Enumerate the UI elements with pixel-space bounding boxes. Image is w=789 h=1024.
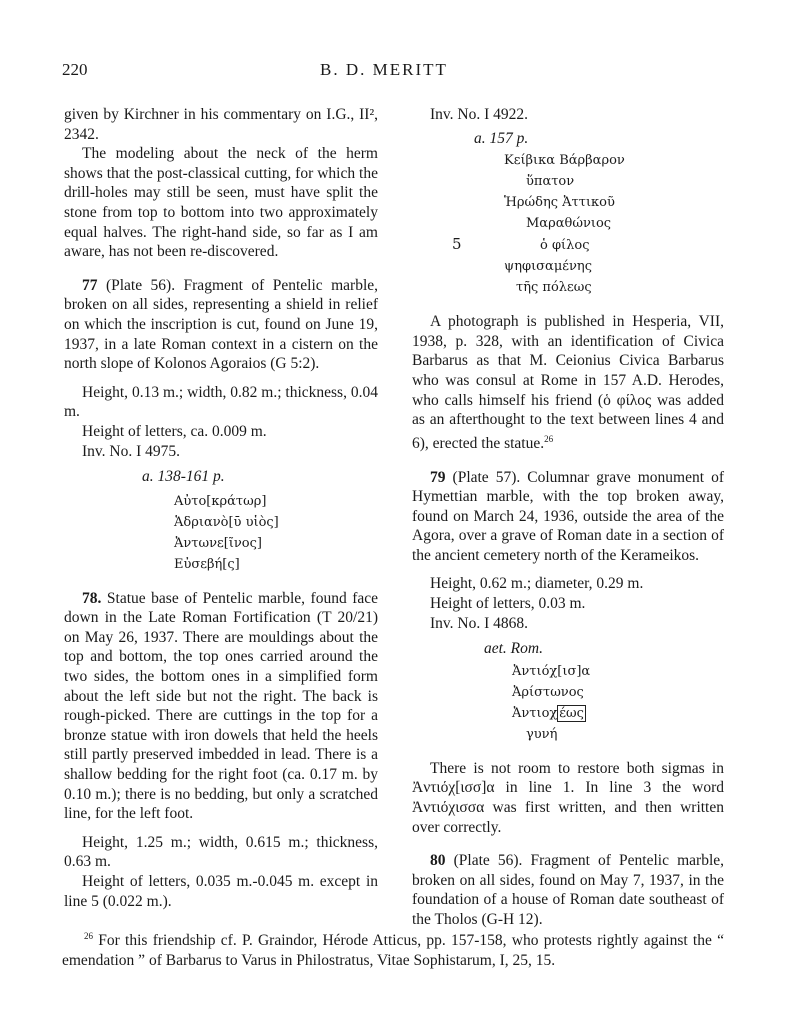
entry-77-dimensions: Height, 0.13 m.; width, 0.82 m.; thickness, 0.04 m. <box>64 383 378 421</box>
entry-78-photograph-note: A photograph is published in Hesperia, VII, 1938, p. 328, with an identification of Civica Barbarus as that M. Ceionius Civica Barbarus who was consul at Rome in 157 A.D. Herodes, who calls himself his friend (ὁ φίλος was added as an afterthought to the text between lines 4 and 6), erected the statue.$^{26}$ <box>412 313 724 452</box>
inscription-line: ὕπατον <box>526 174 575 190</box>
inscription-line: γυνή <box>526 726 558 742</box>
inscription-line: Ἀρίστωνος <box>512 684 584 700</box>
paragraph-herm-modeling: The modeling about the neck of the herm shows that the post-classical cutting, for which the drill-holes may still be seen, must have split the stone from top to bottom into two approximately equal halves. The right-hand side, so far as I am aware, has not been re-discovered. <box>64 145 378 261</box>
entry-78-dimensions: Height, 1.25 m.; width, 0.615 m.; thickness, 0.63 m. <box>64 833 378 871</box>
left-column <box>64 105 378 911</box>
entry-78-date: a. 157 p. <box>474 129 529 147</box>
entry-79-number: 79 <box>430 468 446 486</box>
entry-79-inscription <box>412 661 724 745</box>
entry-79-note: There is not room to restore both sigmas in Ἀντιόχ[ισσ]α in line 1. In line 3 the word Ἀντιόχισσα was first written, and then written over correctly. <box>412 759 724 836</box>
entry-80-description: 80 (Plate 56). Fragment of Pentelic marble, broken on all sides, found on May 7, 1937, in the foundation of a house of Roman date southeast of the Tholos (G-H 12). <box>412 852 724 928</box>
entry-79-date: aet. Rom. <box>484 640 543 658</box>
footnote-number: 26 <box>84 931 93 941</box>
entry-77-inventory: Inv. No. I 4975. <box>82 442 181 460</box>
running-head-author: B. D. MERITT <box>320 60 448 79</box>
inscription-line: Ἡρώδης Ἀττικοῦ <box>504 195 615 211</box>
inscription-line: Κείβικα Βάρβαρον <box>504 153 625 169</box>
entry-79-inventory: Inv. No. I 4868. <box>430 614 529 632</box>
inscription-line: Ἀντιοχ έως <box>512 705 584 721</box>
inscription-line: Ἀντιόχ[ισ]α <box>512 663 591 679</box>
entry-77-letter-height: Height of letters, ca. 0.009 m. <box>82 422 267 440</box>
boxed-correction: έως <box>559 705 584 721</box>
entry-78-letter-height: Height of letters, 0.035 m.-0.045 m. except in line 5 (0.022 m.). <box>64 873 378 910</box>
inscription-line: τῆς πόλεως <box>516 280 592 296</box>
inscription-line: ψηφισαμένης <box>504 259 592 275</box>
entry-78-description: 78. Statue base of Pentelic marble, found face down in the Late Roman Fortification (T 20/21) on May 26, 1937. There are mouldings about the top and bottom, the top ones carried around the two sides, the bottom ones in a simplified form about the left side but not the right. The back is rough-picked. There are cuttings in the top for a bronze statue with iron dowels that held the heels still partly preserved imbedded in lead. There is a shallow bedding for the right foot (ca. 0.17 m. by 0.10 m.); there is no bedding, but only a scratched line, for the left foot. <box>64 589 379 823</box>
inscription-line: Μαραθώνιος <box>526 216 612 232</box>
footnote-reference: 26 <box>544 433 554 444</box>
inscription-line: 5 ὁ φίλος <box>452 235 590 254</box>
entry-79-letter-height: Height of letters, 0.03 m. <box>430 595 586 613</box>
entry-78-number: 78. <box>82 589 102 607</box>
footnote-26: $^{26}$ For this friendship cf. P. Graindor, Hérode Atticus, pp. 157-158, who protests rightly against the “ emendation ” of Barbarus to Varus in Philostratus, Vitae Sophistarum, I, 25, 15. <box>62 931 725 970</box>
entry-80-number: 80 <box>430 852 446 870</box>
entry-77-inscription <box>64 491 378 575</box>
inscription-line: Ἁδριανὸ[ῡ υἱὸς] <box>174 514 279 530</box>
entry-77-date: a. 138-161 p. <box>142 468 225 486</box>
line-number: 5 <box>452 235 462 254</box>
entry-77-number: 77 <box>82 276 98 294</box>
paragraph-kirchner: given by Kirchner in his commentary on I.G., II², 2342. <box>64 106 378 143</box>
entry-79-dimensions: Height, 0.62 m.; diameter, 0.29 m. <box>430 575 644 593</box>
inscription-line: Ἀντωνε[ῖνος] <box>174 535 262 551</box>
entry-78-inventory: Inv. No. I 4922. <box>430 106 529 123</box>
page-number: 220 <box>62 60 88 79</box>
entry-79-description: 79 (Plate 57). Columnar grave monument of Hymettian marble, with the top broken away, found on March 24, 1936, outside the area of the Agora, over a grave of Roman date in a section of the ancient cemetery north of the Kerameikos. <box>412 468 724 564</box>
entry-78-inscription <box>412 150 724 298</box>
entry-77-description: 77 (Plate 56). Fragment of Pentelic marble, broken on all sides, representing a shield in relief on which the inscription is cut, found on June 19, 1937, in a late Roman context in a cistern on the north slope of Kolonos Agoraios (G 5:2). <box>64 276 379 373</box>
inscription-line: Εὐσεβή[ς] <box>174 556 240 572</box>
inscription-line: Αὐτο[κράτωρ] <box>174 493 267 509</box>
right-column <box>412 105 724 930</box>
